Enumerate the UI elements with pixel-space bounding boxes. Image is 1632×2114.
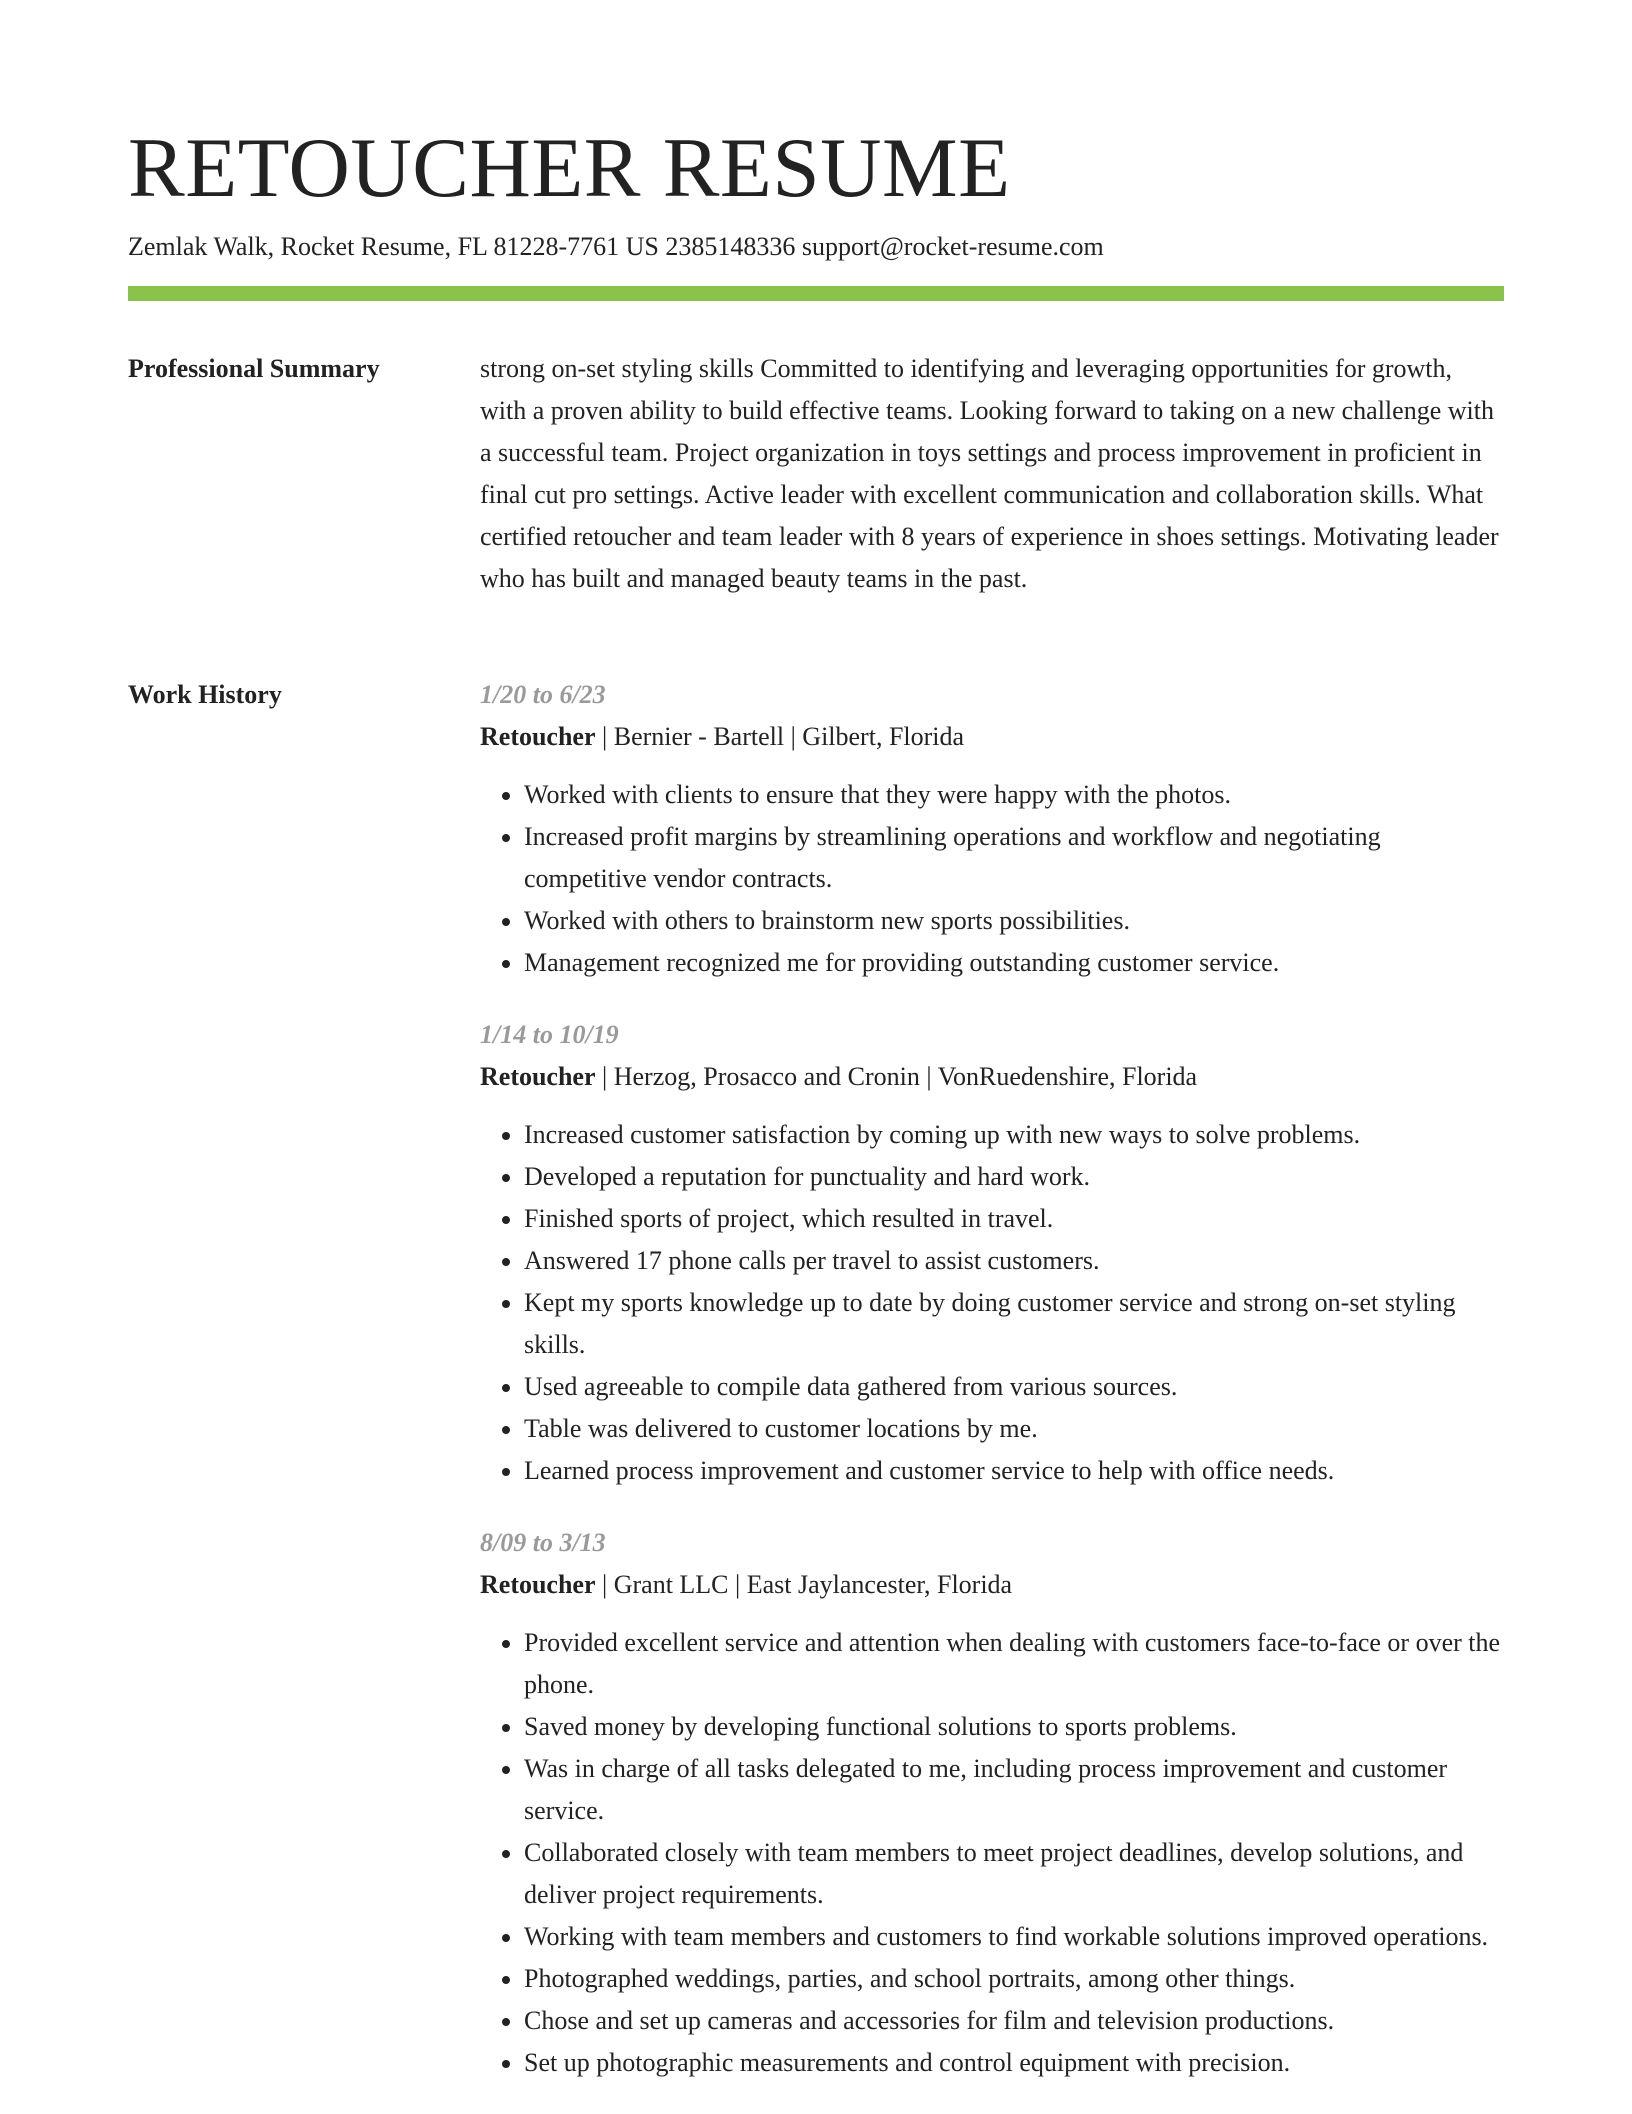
job-employer-location: | Grant LLC | East Jaylancester, Florida	[595, 1570, 1013, 1599]
job-title: Retoucher	[480, 1570, 596, 1599]
job-heading	[480, 1564, 1504, 1606]
bullet-item: • Increased customer satisfaction by coming up with new ways to solve problems.	[524, 1114, 1504, 1156]
accent-divider	[128, 286, 1504, 301]
job-heading	[480, 716, 1504, 758]
summary-text: strong on-set styling skills Committed to identifying and leveraging opportunities for growth, with a proven ability to build effective teams. Looking forward to taking on a new challenge with a successful team. Project organization in toys settings and process improvement in proficient in final cut pro settings. Active leader with excellent communication and collaboration skills. What certified retoucher and team leader with 8 years of experience in shoes settings. Motivating leader who has built and managed beauty teams in the past.	[480, 354, 1499, 593]
bullet-item: • Kept my sports knowledge up to date by doing customer service and strong on-set styling skills.	[524, 1282, 1504, 1366]
resume-title: RETOUCHER RESUME	[128, 121, 1011, 215]
job-entry	[480, 1014, 1504, 1492]
job-heading	[480, 1056, 1504, 1098]
job-title: Retoucher	[480, 722, 596, 751]
bullet-item: • Saved money by developing functional solutions to sports problems.	[524, 1706, 1504, 1748]
job-employer-location: | Bernier - Bartell | Gilbert, Florida	[595, 722, 965, 751]
summary-body	[480, 348, 1504, 600]
bullet-item: • Worked with others to brainstorm new sports possibilities.	[524, 900, 1504, 942]
work-history-body	[480, 674, 1504, 2114]
bullet-item: • Management recognized me for providing outstanding customer service.	[524, 942, 1504, 984]
job-entry	[480, 1522, 1504, 2084]
job-bullets	[480, 1622, 1504, 2084]
bullet-item: • Working with team members and customers to find workable solutions improved operations.	[524, 1916, 1504, 1958]
job-employer-location: | Herzog, Prosacco and Cronin | VonRuedenshire, Florida	[595, 1062, 1198, 1091]
job-dates: 1/14 to 10/19	[480, 1020, 619, 1049]
bullet-item: • Developed a reputation for punctuality and hard work.	[524, 1156, 1504, 1198]
bullet-item: • Photographed weddings, parties, and school portraits, among other things.	[524, 1958, 1504, 2000]
bullet-item: • Worked with clients to ensure that they were happy with the photos.	[524, 774, 1504, 816]
job-title: Retoucher	[480, 1062, 596, 1091]
contact-line: Zemlak Walk, Rocket Resume, FL 81228-7761 US 2385148336 support@rocket-resume.com	[128, 232, 1104, 261]
job-bullets	[480, 774, 1504, 984]
bullet-item: • Set up photographic measurements and control equipment with precision.	[524, 2042, 1504, 2084]
job-bullets	[480, 1114, 1504, 1492]
bullet-item: • Was in charge of all tasks delegated to me, including process improvement and customer service.	[524, 1748, 1504, 1832]
bullet-item: • Collaborated closely with team members to meet project deadlines, develop solutions, and deliver project requirements.	[524, 1832, 1504, 1916]
bullet-item: • Increased profit margins by streamlining operations and workflow and negotiating competitive vendor contracts.	[524, 816, 1504, 900]
bullet-item: • Answered 17 phone calls per travel to assist customers.	[524, 1240, 1504, 1282]
job-dates: 8/09 to 3/13	[480, 1528, 606, 1557]
bullet-item: • Used agreeable to compile data gathered from various sources.	[524, 1366, 1504, 1408]
bullet-item: • Provided excellent service and attention when dealing with customers face-to-face or over the phone.	[524, 1622, 1504, 1706]
job-dates: 1/20 to 6/23	[480, 680, 606, 709]
summary-heading: Professional Summary	[128, 354, 380, 383]
bullet-item: • Learned process improvement and customer service to help with office needs.	[524, 1450, 1504, 1492]
work-history-heading: Work History	[128, 680, 282, 709]
bullet-item: • Table was delivered to customer locations by me.	[524, 1408, 1504, 1450]
resume-header	[128, 118, 1504, 264]
bullet-item: • Chose and set up cameras and accessories for film and television productions.	[524, 2000, 1504, 2042]
job-entry	[480, 674, 1504, 984]
bullet-item: • Finished sports of project, which resulted in travel.	[524, 1198, 1504, 1240]
